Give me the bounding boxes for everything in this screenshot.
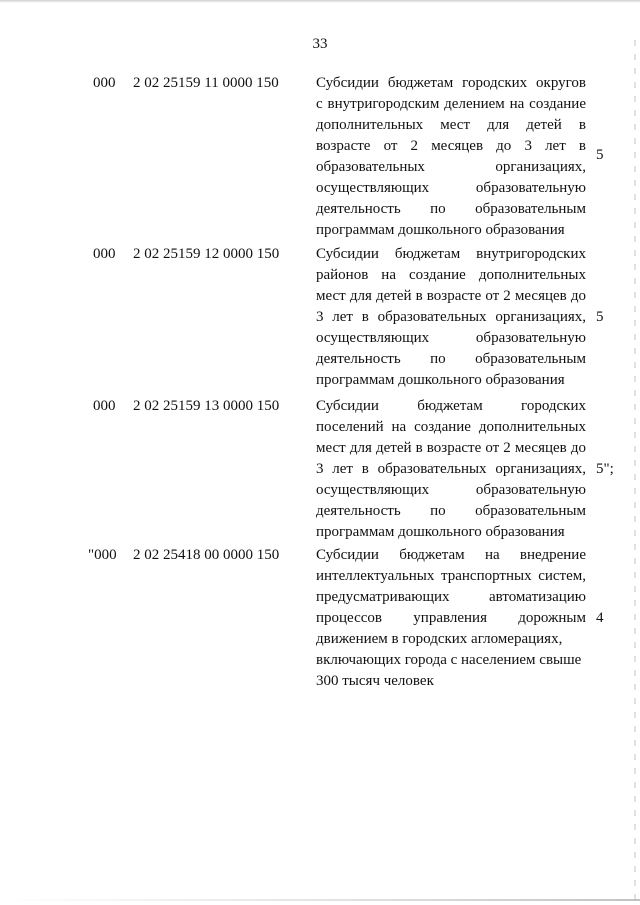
description-line: 300 тысяч человек bbox=[316, 673, 434, 689]
revenue-description bbox=[316, 545, 586, 692]
description-line: районов на создание дополнительных bbox=[316, 267, 586, 283]
budget-classification-code: 2 02 25159 13 0000 150 bbox=[133, 398, 280, 414]
revenue-description bbox=[316, 73, 586, 241]
budget-classification-code: 2 02 25159 11 0000 150 bbox=[133, 75, 279, 91]
admin-code: 000 bbox=[93, 75, 116, 91]
description-line: образовательных организациях, bbox=[316, 159, 586, 175]
budget-classification-code: 2 02 25418 00 0000 150 bbox=[133, 547, 280, 563]
admin-code: "000 bbox=[88, 547, 117, 563]
scan-edge-top bbox=[0, 0, 640, 3]
description-line: программам дошкольного образования bbox=[316, 222, 565, 238]
norm-percent: 4 bbox=[596, 610, 604, 626]
description-line: поселений на создание дополнительных bbox=[316, 419, 586, 435]
description-line: деятельность по образовательным bbox=[316, 351, 586, 367]
norm-percent: 5 bbox=[596, 147, 604, 163]
revenue-description bbox=[316, 396, 586, 543]
norm-percent: 5 bbox=[596, 309, 604, 325]
admin-code: 000 bbox=[93, 246, 116, 262]
description-line: предусматривающих автоматизацию bbox=[316, 589, 586, 605]
description-line: Субсидии бюджетам городских округов bbox=[316, 75, 586, 91]
budget-classification-code: 2 02 25159 12 0000 150 bbox=[133, 246, 280, 262]
norm-percent: 5"; bbox=[596, 461, 614, 477]
revenue-description bbox=[316, 244, 586, 391]
description-line: осуществляющих образовательную bbox=[316, 180, 586, 196]
description-line: возрасте от 2 месяцев до 3 лет в bbox=[316, 138, 586, 154]
description-line: включающих города с населением свыше bbox=[316, 652, 582, 668]
scan-edge-bottom bbox=[0, 899, 640, 901]
admin-code: 000 bbox=[93, 398, 116, 414]
description-line: осуществляющих образовательную bbox=[316, 330, 586, 346]
description-line: мест для детей в возрасте от 2 месяцев до bbox=[316, 288, 586, 304]
description-line: Субсидии бюджетам на внедрение bbox=[316, 547, 586, 563]
description-line: мест для детей в возрасте от 2 месяцев до bbox=[316, 440, 586, 456]
description-line: Субсидии бюджетам внутригородских bbox=[316, 246, 586, 262]
description-line: 3 лет в образовательных организациях, bbox=[316, 309, 586, 325]
description-line: деятельность по образовательным bbox=[316, 503, 586, 519]
scan-edge-right bbox=[634, 40, 636, 900]
description-line: деятельность по образовательным bbox=[316, 201, 586, 217]
page-number: 33 bbox=[312, 36, 328, 52]
description-line: программам дошкольного образования bbox=[316, 372, 565, 388]
description-line: программам дошкольного образования bbox=[316, 524, 565, 540]
description-line: интеллектуальных транспортных систем, bbox=[316, 568, 586, 584]
description-line: процессов управления дорожным bbox=[316, 610, 586, 626]
description-line: с внутригородским делением на создание bbox=[316, 96, 586, 112]
description-line: дополнительных мест для детей в bbox=[316, 117, 586, 133]
description-line: 3 лет в образовательных организациях, bbox=[316, 461, 586, 477]
description-line: движением в городских агломерациях, bbox=[316, 631, 563, 647]
description-line: Субсидии бюджетам городских bbox=[316, 398, 586, 414]
description-line: осуществляющих образовательную bbox=[316, 482, 586, 498]
